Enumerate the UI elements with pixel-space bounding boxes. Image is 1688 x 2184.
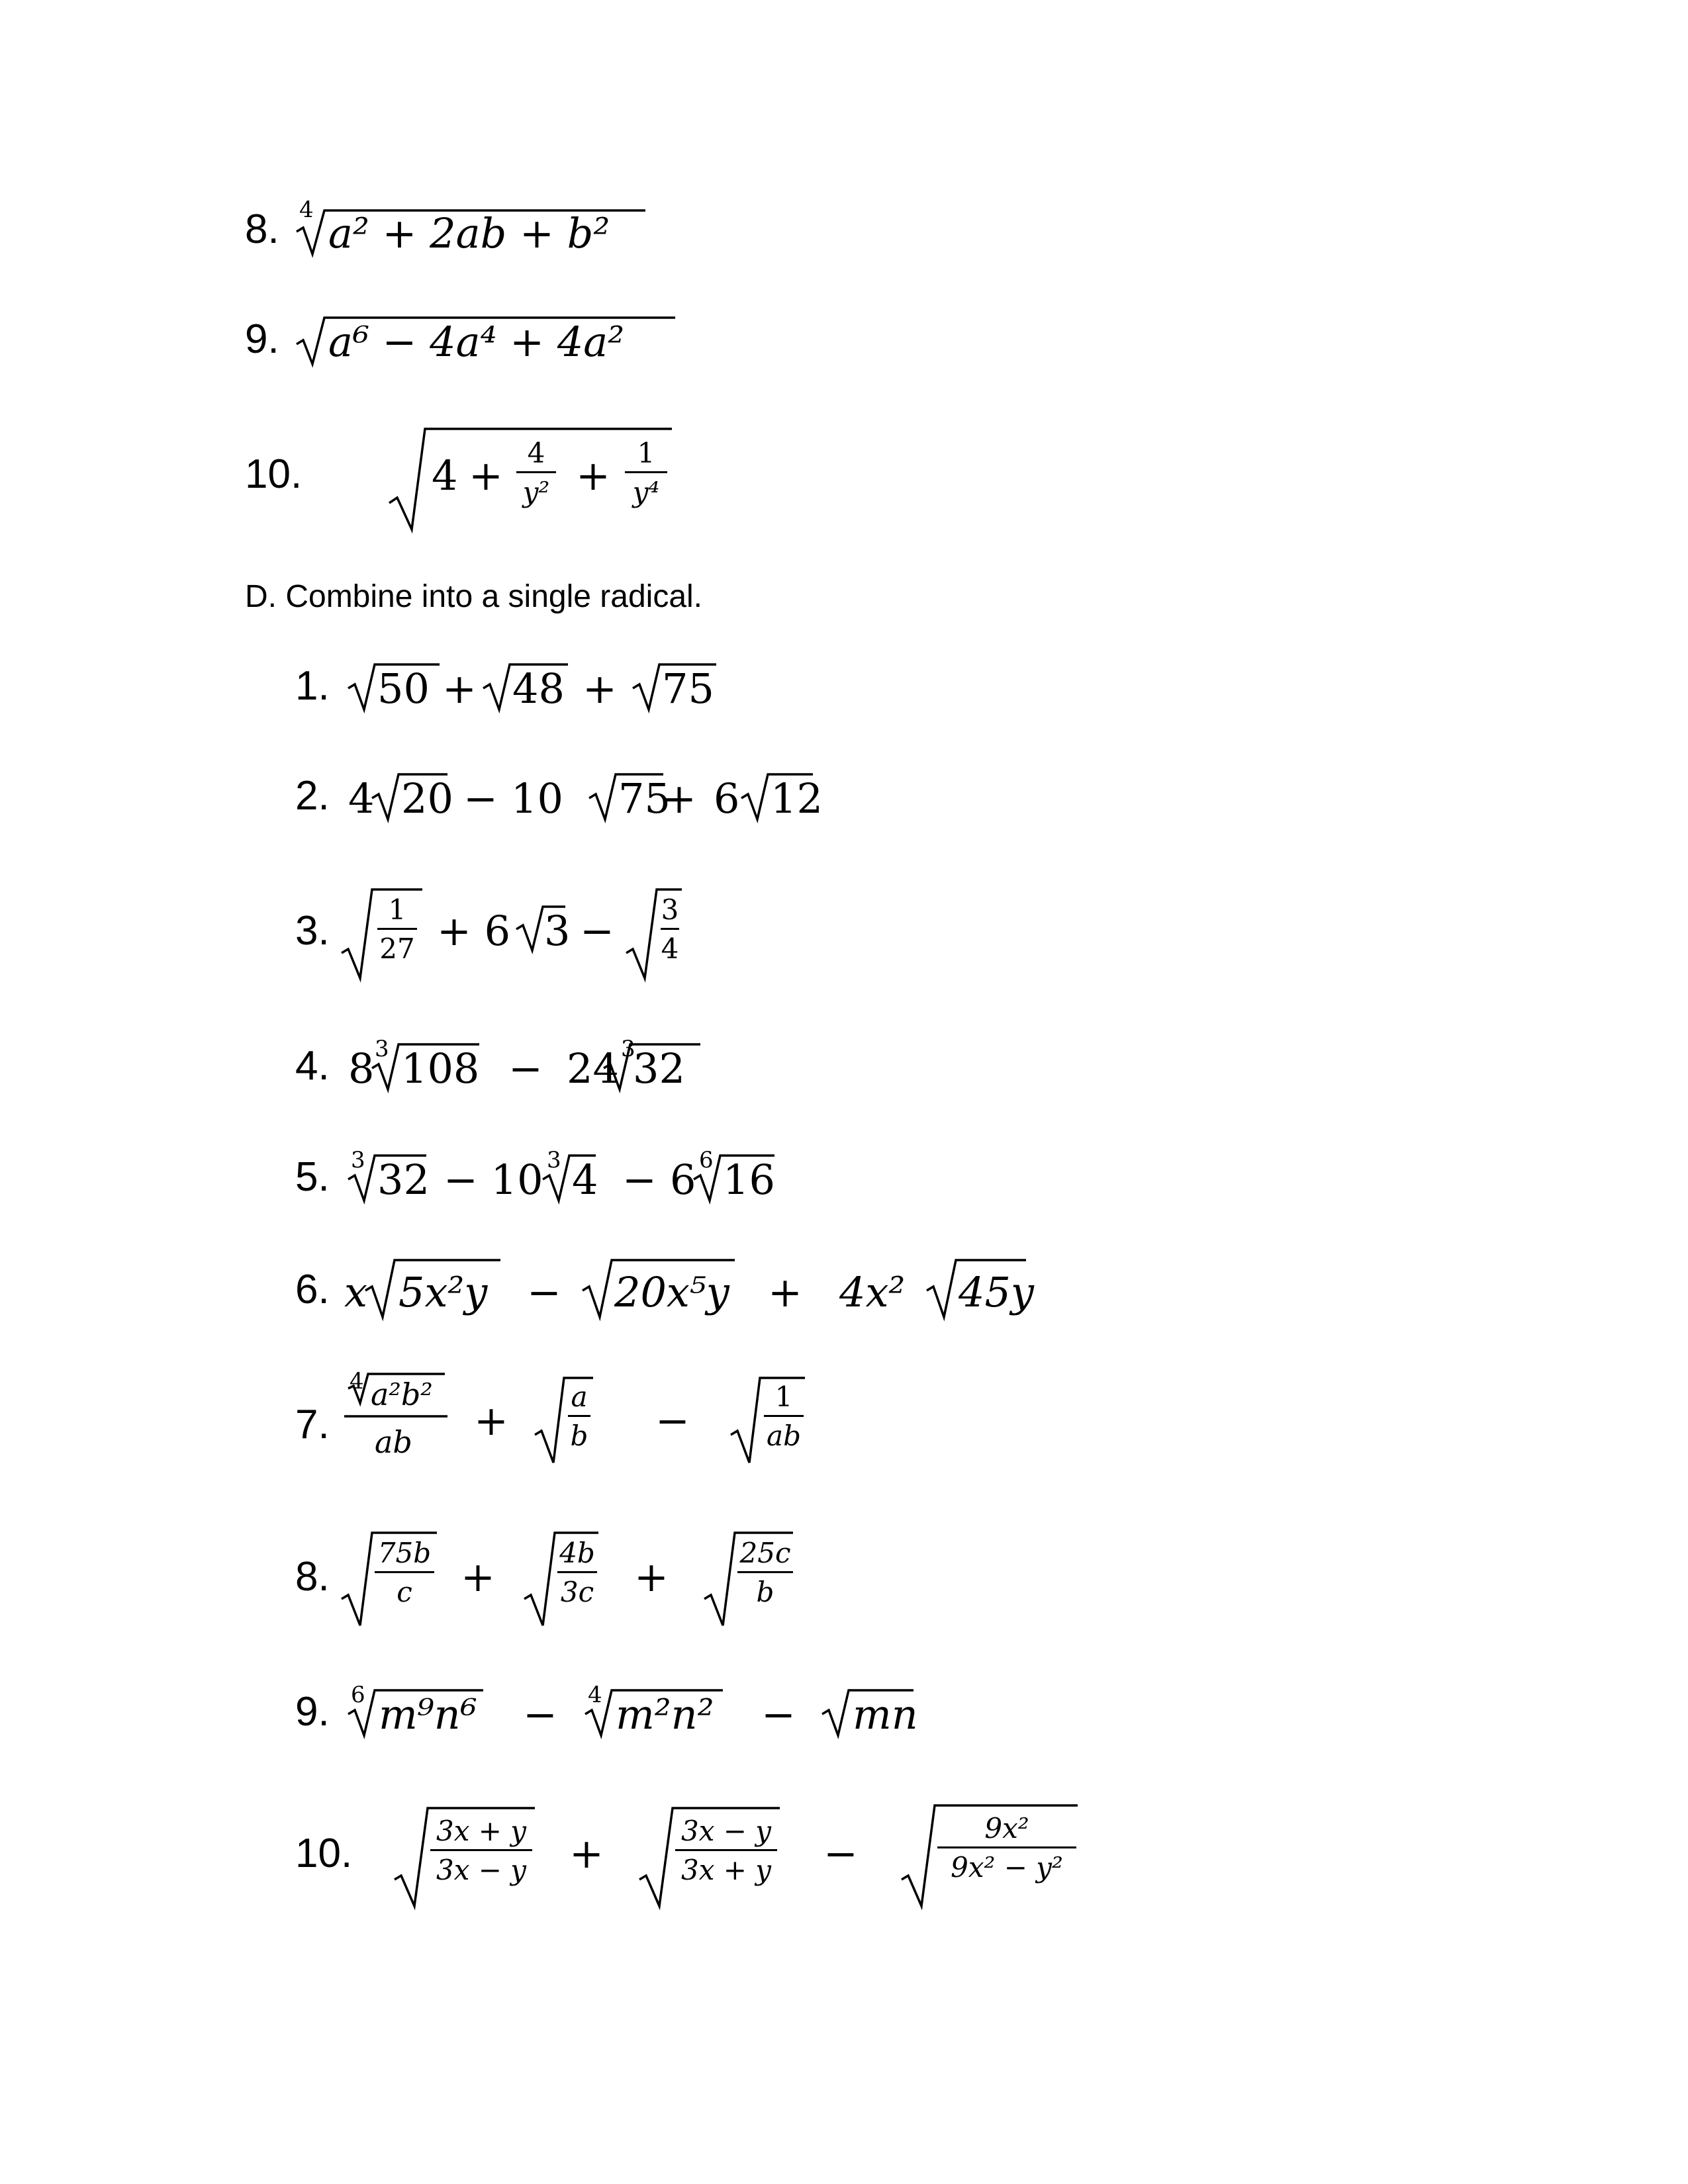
denominator: 3c	[560, 1576, 594, 1608]
numerator: 9x²	[984, 1812, 1029, 1844]
radical-index: 3	[621, 1036, 635, 1062]
problem-number: 8.	[295, 1554, 330, 1600]
plus-sign: +	[442, 664, 477, 713]
radicand: 12	[771, 774, 823, 823]
radicand: 32	[633, 1044, 685, 1093]
minus-sign: −	[527, 1268, 561, 1316]
problem-number: 10.	[245, 451, 303, 497]
problem-number: 6.	[295, 1267, 330, 1312]
radicand: a²b²	[371, 1377, 433, 1412]
radicand: m²n²	[616, 1690, 714, 1739]
radical-index: 6	[351, 1682, 365, 1708]
problem-number: 2.	[295, 773, 330, 819]
plus-sign: +	[461, 1553, 495, 1601]
fraction	[430, 1817, 532, 1884]
numerator: 1	[388, 893, 406, 926]
numerator: 4	[527, 437, 545, 469]
numerator: 3	[661, 893, 679, 926]
radical-index: 4	[350, 1368, 364, 1394]
coefficient: 6	[714, 774, 740, 823]
plus-sign: +	[583, 664, 617, 713]
problem-number: 9.	[295, 1689, 330, 1735]
term: − 10	[444, 1156, 543, 1204]
minus-sign: −	[823, 1829, 858, 1878]
coefficient: x	[344, 1268, 367, 1316]
section-heading: D. Combine into a single radical.	[245, 579, 703, 614]
problem-number: 10.	[295, 1831, 353, 1876]
denominator: y²	[522, 476, 550, 508]
plus-sign: +	[474, 1396, 508, 1445]
radicand: 3	[544, 907, 571, 955]
denominator: c	[397, 1576, 412, 1608]
radicand: 45y	[959, 1268, 1034, 1316]
radicand: a⁶ − 4a⁴ + 4a²	[328, 318, 625, 366]
radicand: 32	[377, 1156, 430, 1204]
radicand: 48	[512, 664, 565, 713]
problem-number: 1.	[295, 663, 330, 709]
numerator: 75b	[377, 1537, 432, 1569]
plus-sign: +	[634, 1553, 669, 1601]
minus-sign: −	[580, 907, 614, 955]
fraction-bar	[430, 1849, 532, 1851]
numerator: 1	[637, 437, 655, 469]
minus-sign: −	[622, 1156, 657, 1204]
plus-sign: +	[569, 1829, 604, 1878]
denominator: 9x² − y²	[951, 1851, 1063, 1884]
problem-number: 3.	[295, 908, 330, 954]
radicand: 108	[401, 1044, 480, 1093]
radicand: 75	[618, 774, 671, 823]
coefficient: 24	[567, 1044, 619, 1093]
numerator: 3x + y	[436, 1815, 527, 1847]
minus-sign: −	[761, 1690, 796, 1739]
radicand: a² + 2ab + b²	[328, 209, 610, 257]
plus-sign: +	[469, 451, 503, 500]
plus-sign: +	[768, 1268, 802, 1316]
problem-number: 5.	[295, 1154, 330, 1200]
plus-sign: +	[662, 774, 696, 823]
radical-index: 4	[588, 1682, 602, 1708]
denominator: ab	[375, 1424, 412, 1460]
term: 4	[432, 451, 458, 500]
numerator: 3x − y	[680, 1815, 772, 1847]
numerator: a	[571, 1381, 588, 1413]
numerator: 4b	[559, 1537, 595, 1569]
denominator: b	[570, 1420, 588, 1452]
denominator: ab	[767, 1420, 801, 1452]
fraction-bar	[675, 1849, 777, 1851]
minus-sign: −	[508, 1044, 543, 1093]
denominator: b	[756, 1576, 774, 1608]
radicand: 4	[572, 1156, 598, 1204]
denominator: 27	[379, 933, 415, 965]
problem-number: 7.	[295, 1402, 330, 1447]
fraction-bar	[937, 1846, 1076, 1848]
coefficient: 4x²	[839, 1268, 906, 1316]
radical-index: 4	[299, 197, 314, 223]
problem-number: 9.	[245, 316, 279, 362]
term: + 6	[437, 907, 511, 955]
minus-sign: −	[655, 1396, 690, 1445]
radicand: m⁹n⁶	[379, 1690, 477, 1739]
denominator: 3x − y	[436, 1854, 527, 1886]
minus-sign: −	[463, 774, 498, 823]
radical-index: 3	[375, 1036, 389, 1062]
problem-number: 8.	[245, 206, 279, 252]
radical-index: 6	[699, 1147, 714, 1173]
fraction	[675, 1817, 777, 1884]
coefficient: 4	[348, 774, 375, 823]
numerator: 25c	[739, 1537, 791, 1569]
radicand: 16	[723, 1156, 775, 1204]
radical-index: 3	[547, 1147, 561, 1173]
denominator: 4	[661, 933, 679, 965]
minus-sign: −	[523, 1690, 557, 1739]
radicand: 75	[662, 664, 714, 713]
coefficient: 6	[670, 1156, 696, 1204]
radicand: 50	[377, 664, 430, 713]
radicand: 20	[401, 774, 453, 823]
denominator: 3x + y	[680, 1854, 772, 1886]
fraction	[937, 1812, 1076, 1884]
coefficient: 8	[348, 1044, 375, 1093]
numerator: 1	[774, 1381, 793, 1413]
denominator: y⁴	[632, 476, 660, 508]
coefficient: 10	[511, 774, 563, 823]
radicand: mn	[853, 1690, 918, 1739]
radical-index: 3	[351, 1147, 365, 1173]
radicand: 5x²y	[399, 1268, 488, 1316]
radicand: 20x⁵y	[614, 1268, 729, 1316]
problem-number: 4.	[295, 1043, 330, 1089]
plus-sign: +	[576, 451, 610, 500]
